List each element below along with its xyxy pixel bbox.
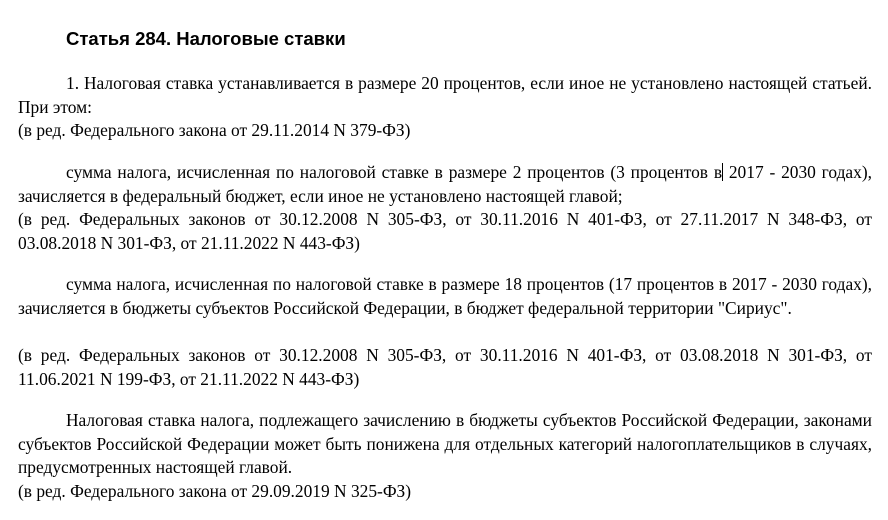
paragraph-4: Налоговая ставка налога, подлежащего зачислению в бюджеты субъектов Российской Федерации, законами субъектов Российской Федерации может быть понижена для отдельных категорий налогоплательщиков в случаях, предусмотренных настоящей главой. xyxy=(18,410,872,477)
amendment-note-1: (в ред. Федерального закона от 29.11.2014 N 379-ФЗ) xyxy=(18,120,411,140)
paragraph-2-text-end: 2017 - 2030 годах), зачисляется в федеральный бюджет, если иное не установлено настоящей главой; xyxy=(18,162,872,206)
paragraph-3: сумма налога, исчисленная по налоговой ставке в размере 18 процентов (17 процентов в 2017 - 2030 годах), зачисляется в бюджеты субъектов Российской Федерации, в бюджет федеральной территории "Сириус". xyxy=(18,274,872,318)
amendment-note-4: (в ред. Федерального закона от 29.09.2019 N 325-ФЗ) xyxy=(18,481,412,501)
amendment-note-3: (в ред. Федеральных законов от 30.12.2008 N 305-ФЗ, от 30.11.2016 N 401-ФЗ, от 03.08.2018 N 301-ФЗ, от 11.06.2021 N 199-ФЗ, от 21.11.2022 N 443-ФЗ) xyxy=(18,345,872,389)
article-title: Статья 284. Налоговые ставки xyxy=(66,28,346,49)
paragraph-1: 1. Налоговая ставка устанавливается в размере 20 процентов, если иное не установлено настоящей статьей. При этом: xyxy=(18,73,872,117)
paragraph-2 xyxy=(18,161,872,208)
amendment-note-2: (в ред. Федеральных законов от 30.12.2008 N 305-ФЗ, от 30.11.2016 N 401-ФЗ, от 27.11.2017 N 348-ФЗ, от 03.08.2018 N 301-ФЗ, от 21.11.2022 N 443-ФЗ) xyxy=(18,209,872,253)
paragraph-2-text-start: сумма налога, исчисленная по налоговой ставке в размере 2 процентов (3 процентов в xyxy=(66,162,723,182)
